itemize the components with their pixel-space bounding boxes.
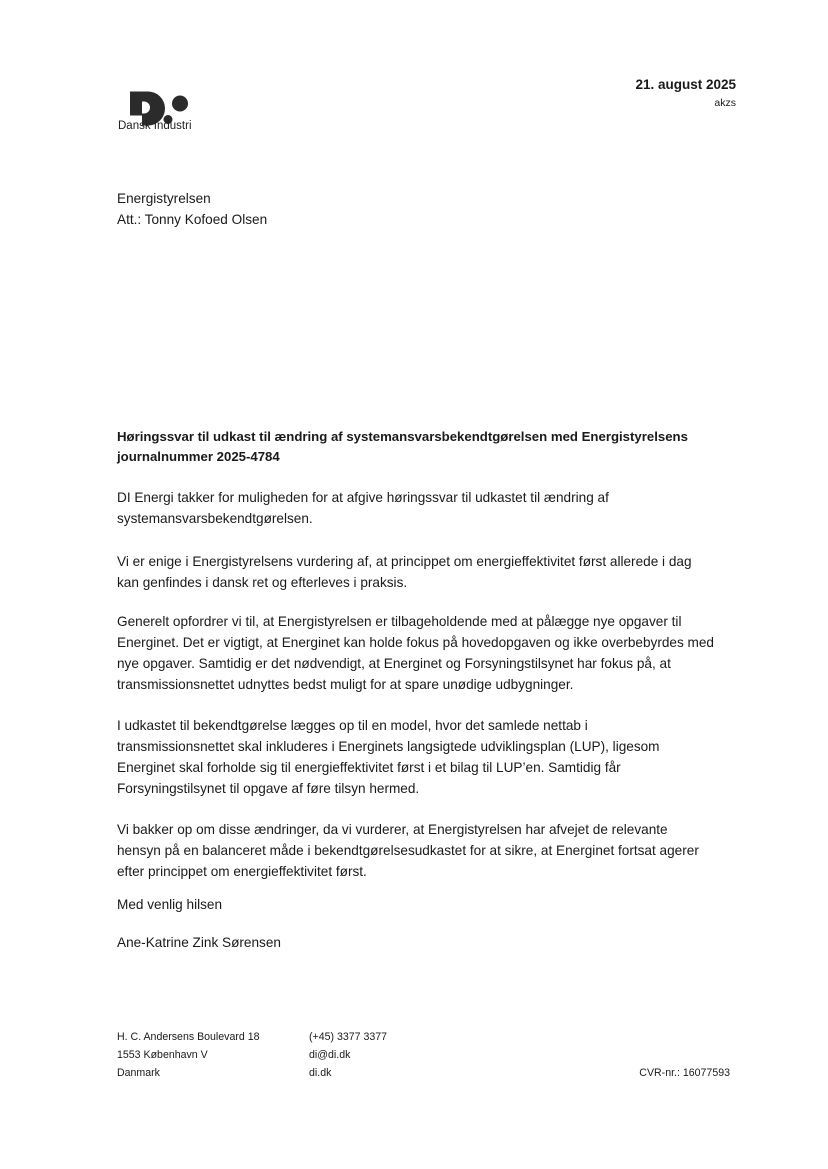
footer-cvr: CVR-nr.: 16077593 <box>639 1067 730 1079</box>
body-paragraph: DI Energi takker for muligheden for at afgive høringssvar til udkastet til ændring af systemansvarsbekendtgørelsen. <box>117 490 609 526</box>
body-paragraph: I udkastet til bekendtgørelse lægges op til en model, hvor det samlede nettab i transmissionsnettet skal inkluderes i Energinets langsigtede udviklingsplan (LUP), ligesom Energinet skal forholde sig til energieffektivitet først i et bilag til LUP’en. Samtidig får Forsyningstilsynet til opgave af føre tilsyn hermed. <box>117 718 660 796</box>
signature-name: Ane-Katrine Zink Sørensen <box>117 935 281 950</box>
letter-date: 21. august 2025 <box>635 77 736 92</box>
body-paragraph: Vi bakker op om disse ændringer, da vi vurderer, at Energistyrelsen har afvejet de relevante hensyn på en balanceret måde i bekendtgørelsesudkastet for at sikre, at Energinet fortsat agerer efter princippet om energieffektivitet først. <box>117 822 699 879</box>
recipient-org: Energistyrelsen <box>117 191 211 206</box>
body-paragraph: Generelt opfordrer vi til, at Energistyrelsen er tilbageholdende med at pålægge nye opgaver til Energinet. Det er vigtigt, at Energinet kan holde fokus på hovedopgaven og ikke overbebyrdes med nye opgaver. Samtidig er det nødvendigt, at Energinet og Forsyningstilsynet har fokus på, at transmissionsnettet udnyttes bedst muligt for at spare unødige udbygninger. <box>117 614 714 692</box>
body-paragraph: Vi er enige i Energistyrelsens vurdering af, at princippet om energieffektivitet først allerede i dag kan genfindes i dansk ret og efterleves i praksis. <box>117 554 692 590</box>
logo-text: Dansk Industri <box>118 120 192 132</box>
sender-initials: akzs <box>714 97 736 109</box>
closing: Med venlig hilsen <box>117 897 223 912</box>
subject-heading: Høringssvar til udkast til ændring af systemansvarsbekendtgørelsen med Energistyrelsens journalnummer 2025-4784 <box>117 429 688 464</box>
footer-address: H. C. Andersens Boulevard 18 1553 København V Danmark <box>117 1031 260 1079</box>
recipient-att: Att.: Tonny Kofoed Olsen <box>117 212 268 227</box>
footer-contact: (+45) 3377 3377 di@di.dk di.dk <box>309 1031 388 1079</box>
